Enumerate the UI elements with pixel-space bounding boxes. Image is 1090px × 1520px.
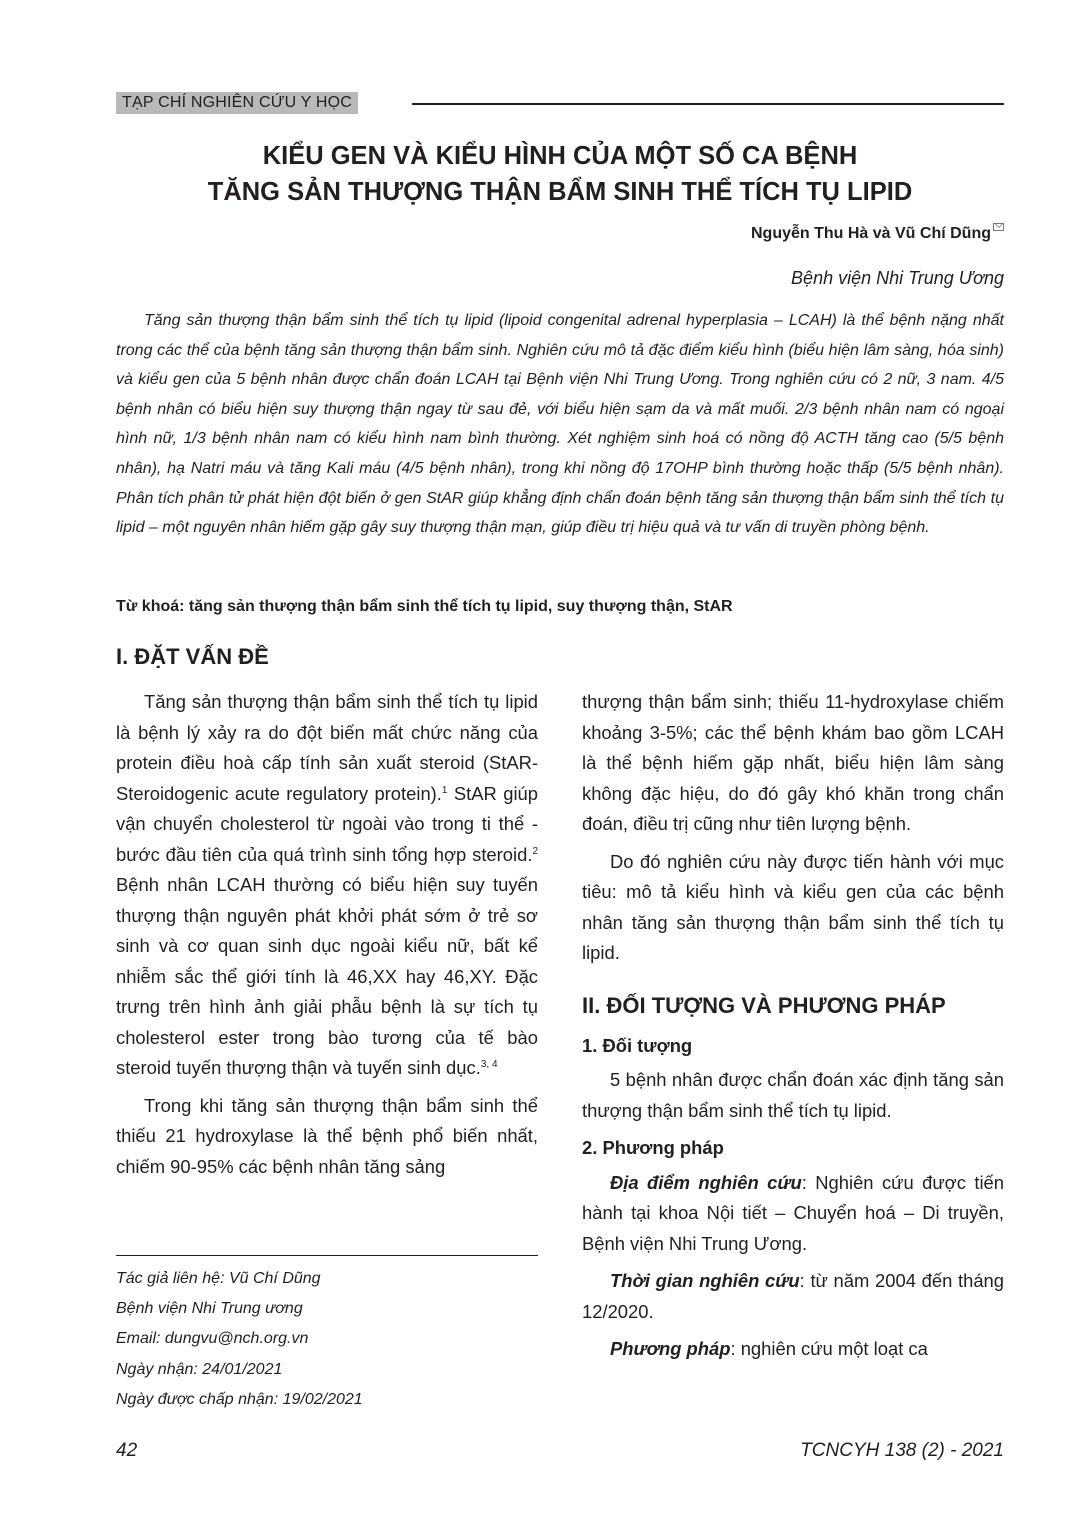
envelope-icon: [993, 223, 1004, 231]
intro-text-c: Bệnh nhân LCAH thường có biểu hiện suy tuyến thượng thận nguyên phát khởi phát sớm ở trẻ sơ sinh và cơ quan sinh dục ngoài kiểu nữ, bất kể nhiễm sắc thể giới tính là 46,XX hay 46,XY. Đặc trưng trên hình ảnh giải phẫu bệnh là sự tích tụ cholesterol ester trong bào tương của tế bào steroid tuyến thượng thận và tuyến sinh dục.: [116, 874, 538, 1078]
intro-paragraph-1: [116, 687, 538, 1084]
title-line-1: KIỂU GEN VÀ KIỂU HÌNH CỦA MỘT SỐ CA BỆNH: [262, 142, 858, 170]
intro-paragraph-3: Do đó nghiên cứu này được tiến hành với mục tiêu: mô tả kiểu hình và kiểu gen của các bệnh nhân tăng sản thượng thận bẩm sinh thể tích tụ lipid.: [582, 850, 1004, 963]
intro-text-b: StAR giúp vận chuyển cholesterol từ ngoài vào trong ti thể - bước đầu tiên của quá trình sinh tổng hợp steroid.: [116, 782, 538, 865]
location-paragraph: [582, 1168, 1004, 1260]
header-rule: [412, 103, 1004, 105]
footnote-rule: [116, 1255, 538, 1256]
intro-paragraph-2: Trong khi tăng sản thượng thận bẩm sinh thể thiếu 21 hydroxylase là thể bệnh phổ biến nhất, chiếm 90-95% các bệnh nhân tăng sảng: [116, 1094, 538, 1177]
right-column: [582, 687, 1004, 1372]
title-line-2: TĂNG SẢN THƯỢNG THẬN BẨM SINH THỂ TÍCH TỤ LIPID: [207, 178, 913, 206]
left-column: [116, 687, 538, 1189]
location-text: : Nghiên cứu được tiến hành tại khoa Nội tiết – Chuyển hoá – Di truyền, Bệnh viện Nhi Trung Ương.: [582, 1171, 1004, 1254]
footnote-accepted: Ngày được chấp nhận: 19/02/2021: [116, 1390, 363, 1408]
footnote-contact: Tác giả liên hệ: Vũ Chí Dũng: [116, 1270, 321, 1287]
journal-citation: TCNCYH 138 (2) - 2021: [800, 1440, 1004, 1461]
reference-3-4: 3, 4: [480, 1058, 498, 1070]
footnote-email: Email: dungvu@nch.org.vn: [116, 1330, 309, 1348]
subheading-methods: 2. Phương pháp: [582, 1137, 724, 1158]
intro-text-a: Tăng sản thượng thận bẩm sinh thể tích tụ lipid là bệnh lý xảy ra do đột biến mất chức năng của protein điều hoà cấp tính sản xuất steroid (StAR- Steroidogenic acute regulatory protein).: [116, 691, 538, 804]
abstract: Tăng sản thượng thận bẩm sinh thể tích tụ lipid (lipoid congenital adrenal hyperplasia – LCAH) là thể bệnh nặng nhất trong các thể của bệnh tăng sản thượng thận bẩm sinh. Nghiên cứu mô tả đặc điểm kiểu hình (biểu hiện lâm sàng, hóa sinh) và kiểu gen của 5 bệnh nhân được chẩn đoán LCAH tại Bệnh viện Nhi Trung Ương. Trong nghiên cứu có 2 nữ, 3 nam. 4/5 bệnh nhân có biểu hiện suy thượng thận ngay từ sau đẻ, với biểu hiện sạm da và mất muối. 2/3 bệnh nhân nam có ngoại hình nữ, 1/3 bệnh nhân nam có kiểu hình nam bình thường. Xét nghiệm sinh hoá có nồng độ ACTH tăng cao (5/5 bệnh nhân), hạ Natri máu và tăng Kali máu (4/5 bệnh nhân), trong khi nồng độ 17OHP bình thường hoặc thấp (5/5 bệnh nhân). Phân tích phân tử phát hiện đột biến ở gen StAR giúp khẳng định chẩn đoán bệnh tăng sản thượng thận bẩm sinh thể tích tụ lipid – một nguyên nhân hiếm gặp gây suy thượng thận mạn, giúp điều trị hiệu quả và tư vấn di truyền phòng bệnh.: [116, 312, 1004, 537]
section-heading-methods: II. ĐỐI TƯỢNG VÀ PHƯƠNG PHÁP: [582, 992, 946, 1018]
method-text: : nghiên cứu một loạt ca: [730, 1338, 928, 1359]
time-paragraph: [582, 1266, 1004, 1327]
reference-1: 1: [441, 784, 448, 796]
journal-header: [116, 92, 1004, 114]
footnote: [116, 1264, 538, 1415]
location-label: Địa điểm nghiên cứu: [610, 1171, 802, 1193]
keywords: Từ khoá: tăng sản thượng thận bẩm sinh thể tích tụ lipid, suy thượng thận, StAR: [116, 598, 733, 615]
journal-tag: TẠP CHÍ NGHIÊN CỨU Y HỌC: [116, 92, 358, 114]
authors: [751, 225, 1004, 243]
section-heading-intro: I. ĐẶT VẤN ĐỀ: [116, 644, 269, 669]
time-label: Thời gian nghiên cứu: [610, 1270, 800, 1291]
subjects-text: 5 bệnh nhân được chẩn đoán xác định tăng sản thượng thận bẩm sinh thể tích tụ lipid.: [582, 1069, 1004, 1121]
method-label: Phương pháp: [610, 1338, 731, 1359]
subheading-subjects: 1. Đối tượng: [582, 1034, 693, 1056]
time-text: : từ năm 2004 đến tháng 12/2020.: [582, 1270, 1004, 1322]
footnote-received: Ngày nhận: 24/01/2021: [116, 1360, 283, 1378]
method-paragraph: [582, 1334, 1004, 1365]
footnote-hospital: Bệnh viện Nhi Trung ương: [116, 1300, 303, 1318]
page-number: 42: [116, 1440, 138, 1461]
affiliation: Bệnh viện Nhi Trung Ương: [791, 268, 1004, 288]
intro-paragraph-2-continued: thượng thận bẩm sinh; thiếu 11-hydroxylase chiếm khoảng 3-5%; các thể bệnh khám bao gồm LCAH là thể bệnh hiếm gặp nhất, biểu hiện lâm sàng không đặc hiệu, do đó gây khó khăn trong chẩn đoán, điều trị cũng như tiên lượng bệnh.: [582, 691, 1004, 834]
author-names: Nguyễn Thu Hà và Vũ Chí Dũng: [750, 225, 991, 242]
reference-2: 2: [532, 845, 538, 857]
article-title: [116, 138, 1004, 210]
